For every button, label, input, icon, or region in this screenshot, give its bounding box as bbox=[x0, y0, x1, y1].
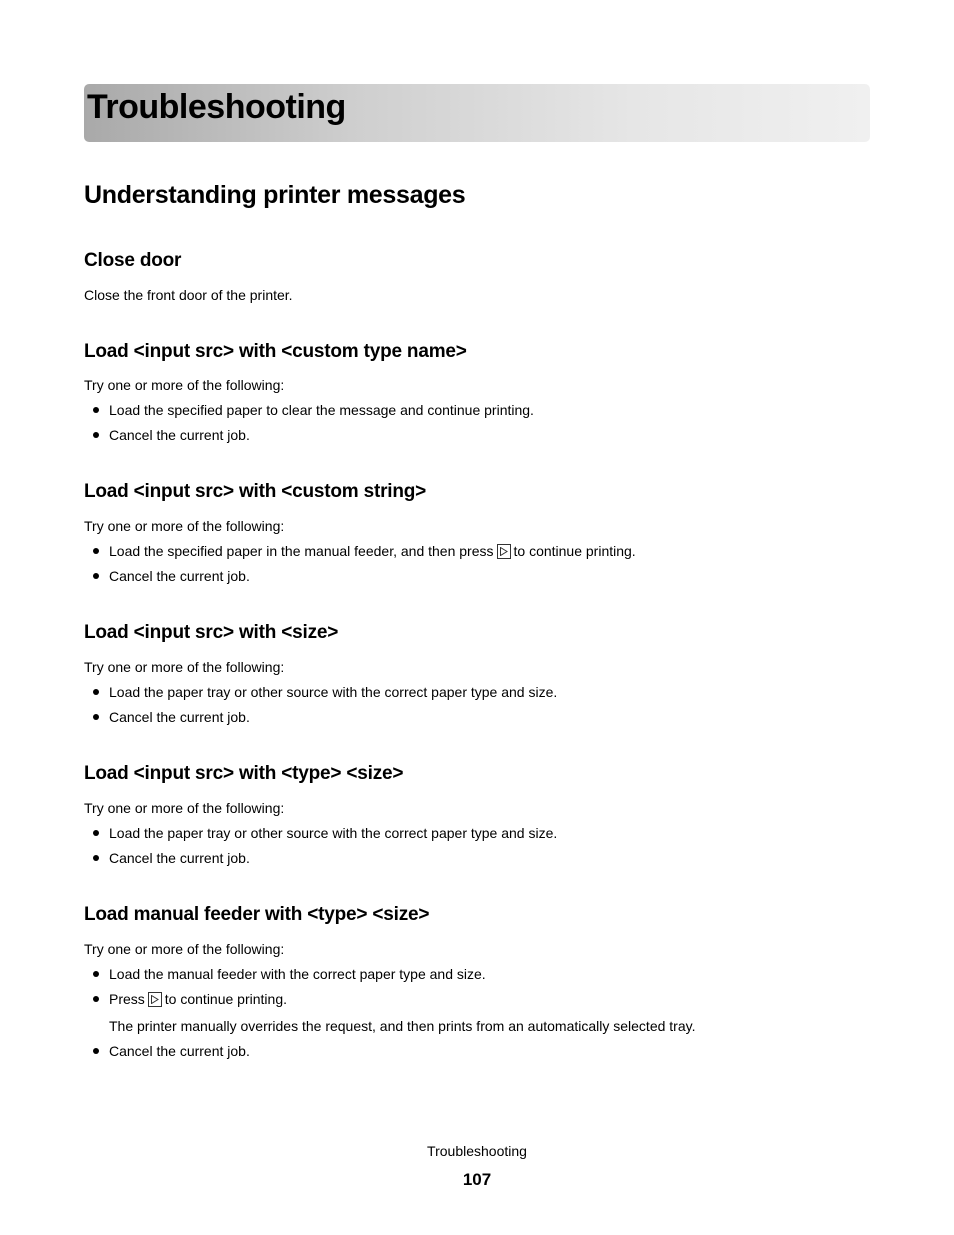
list-item: Cancel the current job. bbox=[109, 709, 250, 725]
chapter-title: Troubleshooting bbox=[87, 88, 346, 126]
list-item: Cancel the current job. bbox=[109, 427, 250, 443]
play-icon bbox=[148, 992, 162, 1007]
page-number: 107 bbox=[462, 1170, 492, 1189]
list-item: Load the specified paper to clear the message and continue printing. bbox=[109, 402, 534, 418]
message-heading-custom-string: Load <input src> with <custom string> bbox=[84, 481, 427, 502]
play-icon bbox=[497, 544, 511, 559]
list-item-text: Press bbox=[109, 991, 145, 1007]
section-title: Understanding printer messages bbox=[84, 181, 466, 209]
message-intro: Try one or more of the following: bbox=[84, 377, 285, 393]
message-heading-manual-feeder: Load manual feeder with <type> <size> bbox=[84, 904, 430, 925]
message-heading-close-door: Close door bbox=[84, 250, 182, 271]
message-intro: Try one or more of the following: bbox=[84, 659, 285, 675]
message-heading-size: Load <input src> with <size> bbox=[84, 622, 339, 643]
list-item-note: The printer manually overrides the request, and then prints from an automatically selected tray. bbox=[109, 1018, 696, 1034]
list-item-text: to continue printing. bbox=[164, 991, 287, 1007]
message-intro: Try one or more of the following: bbox=[84, 941, 285, 957]
list-item: Load the paper tray or other source with the correct paper type and size. bbox=[109, 825, 558, 841]
message-intro: Try one or more of the following: bbox=[84, 518, 285, 534]
list-item: Cancel the current job. bbox=[109, 1043, 250, 1059]
list-item: Cancel the current job. bbox=[109, 850, 250, 866]
list-item: Load the manual feeder with the correct paper type and size. bbox=[109, 966, 486, 982]
message-intro: Try one or more of the following: bbox=[84, 800, 285, 816]
list-item bbox=[109, 992, 287, 1007]
list-item bbox=[109, 544, 636, 559]
list-item: Cancel the current job. bbox=[109, 568, 250, 584]
list-item-text: Load the specified paper in the manual feeder, and then press bbox=[109, 543, 494, 559]
footer-label: Troubleshooting bbox=[427, 1143, 527, 1159]
list-item-text: to continue printing. bbox=[513, 543, 636, 559]
list-item: Load the paper tray or other source with the correct paper type and size. bbox=[109, 684, 558, 700]
message-heading-type-size: Load <input src> with <type> <size> bbox=[84, 763, 404, 784]
message-heading-custom-type-name: Load <input src> with <custom type name> bbox=[84, 341, 467, 362]
message-text: Close the front door of the printer. bbox=[84, 287, 293, 303]
